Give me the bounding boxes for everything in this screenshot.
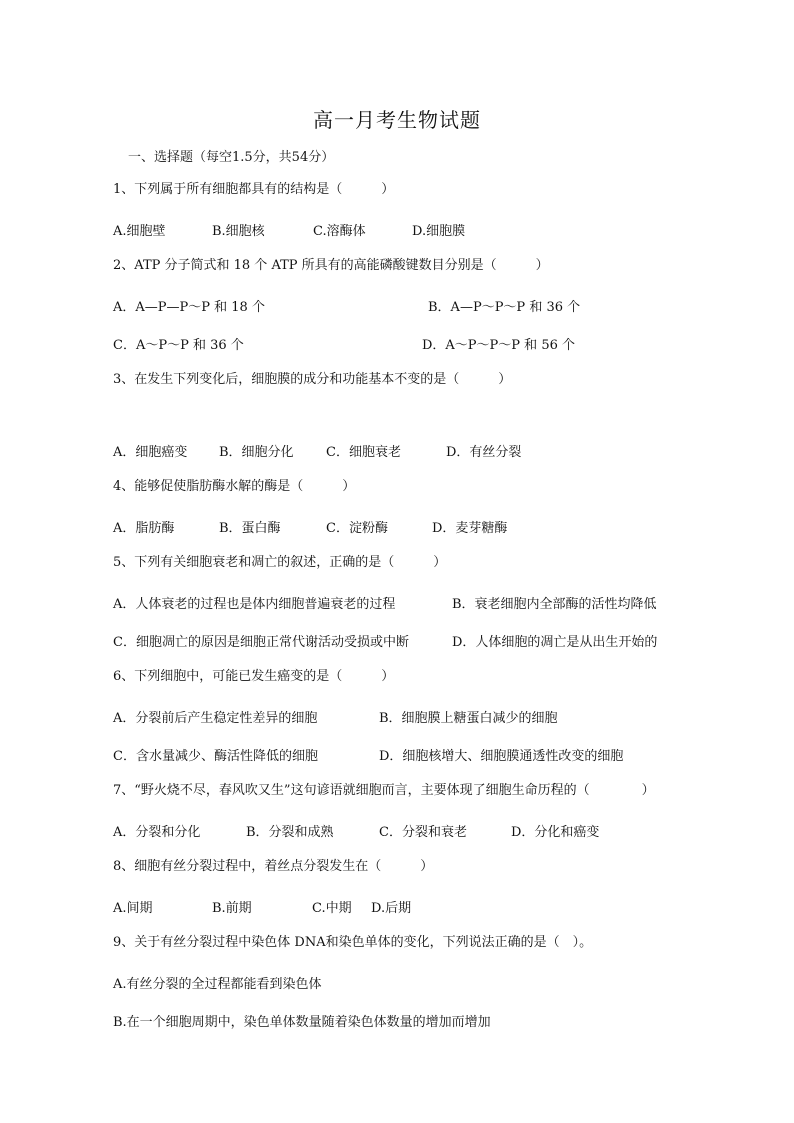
question-9-option-a: A.有丝分裂的全过程都能看到染色体 — [113, 977, 322, 992]
question-4-option-b: B．蛋白酶 — [219, 521, 281, 536]
question-5-option-c: C．细胞凋亡的原因是细胞正常代谢活动受损或中断 — [113, 635, 409, 650]
question-6-stem: 6、下列细胞中，可能已发生癌变的是（ ） — [113, 669, 395, 684]
question-1-option-d: D.细胞膜 — [412, 224, 466, 239]
question-6-option-d: D．细胞核增大、细胞膜通透性改变的细胞 — [379, 749, 624, 764]
page-title: 高一月考生物试题 — [313, 108, 481, 132]
question-6-option-a: A．分裂前后产生稳定性差异的细胞 — [113, 711, 318, 726]
question-9-option-b: B.在一个细胞周期中，染色单体数量随着染色体数量的增加而增加 — [113, 1015, 491, 1030]
question-8-option-d: D.后期 — [371, 901, 412, 916]
question-6-option-b: B．细胞膜上糖蛋白减少的细胞 — [379, 711, 558, 726]
question-8-stem: 8、细胞有丝分裂过程中，着丝点分裂发生在（ ） — [113, 859, 434, 874]
question-5-option-d: D．人体细胞的凋亡是从出生开始的 — [452, 635, 658, 650]
section-heading: 一、选择题（每空1.5分，共54分） — [128, 150, 335, 165]
question-4-stem: 4、能够促使脂肪酶水解的酶是（ ） — [113, 479, 356, 494]
question-7-option-d: D．分化和癌变 — [511, 825, 600, 840]
question-3-option-a: A．细胞癌变 — [113, 445, 188, 460]
question-3-option-b: B．细胞分化 — [219, 445, 294, 460]
question-2-option-c: C．A～P～P 和 36 个 — [113, 338, 244, 353]
question-4-option-c: C．淀粉酶 — [326, 521, 388, 536]
question-2-option-d: D．A～P～P～P 和 56 个 — [422, 338, 575, 353]
question-2-stem: 2、ATP 分子简式和 18 个 ATP 所具有的高能磷酸键数目分别是（ ） — [113, 258, 549, 273]
question-8-option-c: C.中期 — [312, 901, 352, 916]
question-3-option-c: C．细胞衰老 — [326, 445, 401, 460]
question-3-option-d: D．有丝分裂 — [446, 445, 522, 460]
question-5-stem: 5、下列有关细胞衰老和凋亡的叙述，正确的是（ ） — [113, 555, 447, 570]
question-2-option-a: A．A—P—P～P 和 18 个 — [113, 300, 265, 315]
question-5-option-b: B．衰老细胞内全部酶的活性均降低 — [452, 597, 657, 612]
question-2-option-b: B．A—P～P～P 和 36 个 — [428, 300, 581, 315]
question-8-option-a: A.间期 — [113, 901, 153, 916]
question-9-stem: 9、关于有丝分裂过程中染色体 DNA和染色单体的变化，下列说法正确的是（ ）。 — [113, 935, 593, 950]
question-1-option-a: A.细胞壁 — [113, 224, 166, 239]
question-5-option-a: A．人体衰老的过程也是体内细胞普遍衰老的过程 — [113, 597, 396, 612]
question-3-stem: 3、在发生下列变化后，细胞膜的成分和功能基本不变的是（ ） — [113, 372, 512, 387]
question-4-option-d: D．麦芽糖酶 — [432, 521, 508, 536]
question-7-stem: 7、“野火烧不尽，春风吹又生”这句谚语就细胞而言，主要体现了细胞生命历程的（ ） — [113, 783, 655, 798]
question-1-option-b: B.细胞核 — [212, 224, 265, 239]
question-1-stem: 1、下列属于所有细胞都具有的结构是（ ） — [113, 182, 395, 197]
question-7-option-a: A．分裂和分化 — [113, 825, 201, 840]
question-6-option-c: C．含水量减少、酶活性降低的细胞 — [113, 749, 318, 764]
question-4-option-a: A．脂肪酶 — [113, 521, 175, 536]
question-7-option-b: B．分裂和成熟 — [246, 825, 334, 840]
question-8-option-b: B.前期 — [212, 901, 252, 916]
question-1-option-c: C.溶酶体 — [313, 224, 366, 239]
question-7-option-c: C．分裂和衰老 — [379, 825, 467, 840]
